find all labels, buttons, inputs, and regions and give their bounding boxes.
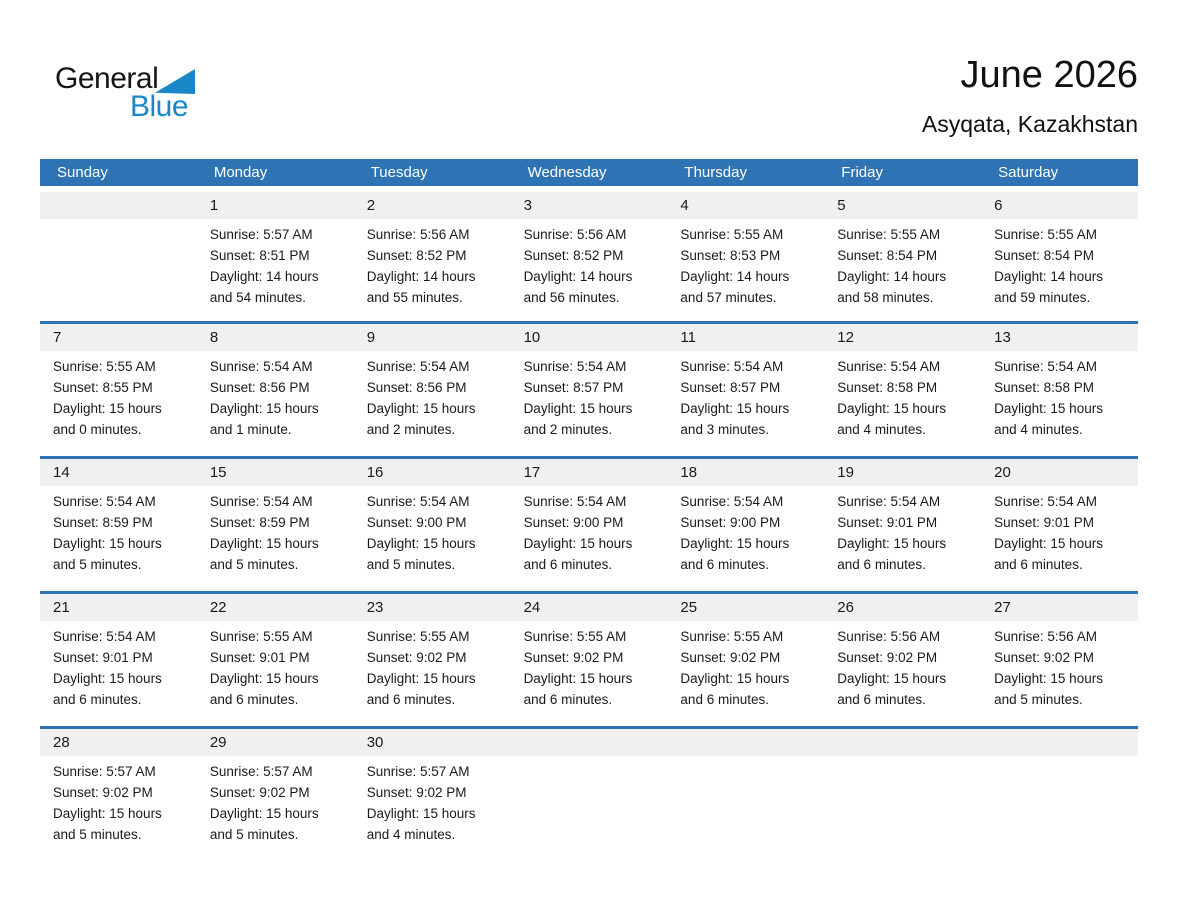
- day-number: 5: [824, 192, 981, 219]
- day-number: 18: [667, 459, 824, 486]
- day-cell-8: [197, 324, 354, 456]
- sunrise-text: Sunrise: 5:54 AM: [366, 359, 470, 374]
- day-cell-21: [40, 594, 197, 726]
- daylight-text-line2: and 6 minutes.: [366, 692, 456, 707]
- daylight-text-line2: and 55 minutes.: [366, 290, 463, 305]
- daylight-text-line2: and 4 minutes.: [994, 422, 1083, 437]
- daylight-text-line1: Daylight: 15 hours: [209, 536, 319, 551]
- daylight-text-line2: and 5 minutes.: [209, 827, 299, 842]
- day-cell-20: [981, 459, 1138, 591]
- sunset-text: Sunset: 8:59 PM: [209, 515, 310, 530]
- day-details: [667, 219, 824, 308]
- daylight-text-line1: Daylight: 14 hours: [837, 269, 947, 284]
- day-number: 23: [354, 594, 511, 621]
- sunrise-text: Sunrise: 5:54 AM: [523, 494, 627, 509]
- day-details: [981, 486, 1138, 575]
- daylight-text-line2: and 6 minutes.: [209, 692, 299, 707]
- daylight-text-line1: Daylight: 15 hours: [994, 536, 1103, 551]
- weekday-monday: Monday: [213, 164, 268, 181]
- sunrise-text: Sunrise: 5:54 AM: [680, 494, 784, 509]
- weekday-saturday: Saturday: [998, 164, 1059, 181]
- sunset-text: Sunset: 8:58 PM: [994, 380, 1094, 395]
- day-details: [40, 351, 197, 440]
- day-details: [197, 486, 354, 575]
- daylight-text-line1: Daylight: 15 hours: [523, 401, 633, 416]
- sunset-text: Sunset: 9:02 PM: [837, 650, 938, 665]
- daylight-text-line2: and 2 minutes.: [523, 422, 613, 437]
- day-number: 1: [197, 192, 354, 219]
- calendar-titles: [922, 55, 1138, 138]
- daylight-text-line2: and 0 minutes.: [53, 422, 142, 437]
- sunrise-text: Sunrise: 5:55 AM: [209, 629, 313, 644]
- day-number-empty: [824, 729, 981, 756]
- day-cell-27: [981, 594, 1138, 726]
- day-number-empty: [40, 192, 197, 219]
- day-details: [981, 621, 1138, 710]
- day-details: [197, 219, 354, 308]
- daylight-text-line1: Daylight: 14 hours: [366, 269, 476, 284]
- day-number: 8: [197, 324, 354, 351]
- day-number: 11: [667, 324, 824, 351]
- empty-day-cell: [824, 729, 981, 861]
- daylight-text-line2: and 6 minutes.: [680, 692, 769, 707]
- day-number: 27: [981, 594, 1138, 621]
- daylight-text-line1: Daylight: 15 hours: [680, 671, 790, 686]
- day-cell-9: [354, 324, 511, 456]
- daylight-text-line1: Daylight: 15 hours: [680, 401, 790, 416]
- day-details: [40, 621, 197, 710]
- day-number: 16: [354, 459, 511, 486]
- weekday-sunday: Sunday: [57, 164, 108, 181]
- page-subtitle: Asyqata, Kazakhstan: [921, 110, 1138, 137]
- daylight-text-line2: and 6 minutes.: [837, 557, 926, 572]
- day-details: [40, 486, 197, 575]
- sunrise-text: Sunrise: 5:54 AM: [837, 494, 941, 509]
- daylight-text-line2: and 5 minutes.: [994, 692, 1083, 707]
- daylight-text-line2: and 2 minutes.: [366, 422, 456, 437]
- day-details: [354, 756, 511, 845]
- day-number: 3: [511, 192, 668, 219]
- daylight-text-line1: Daylight: 15 hours: [366, 671, 476, 686]
- day-number: 30: [354, 729, 511, 756]
- day-details: [511, 621, 668, 710]
- day-details: [824, 351, 981, 440]
- sunset-text: Sunset: 8:54 PM: [994, 248, 1094, 263]
- day-details: [511, 486, 668, 575]
- sunset-text: Sunset: 9:02 PM: [366, 785, 467, 800]
- daylight-text-line2: and 6 minutes.: [523, 557, 613, 572]
- day-cell-29: [197, 729, 354, 861]
- day-cell-23: [354, 594, 511, 726]
- weekday-wednesday: Wednesday: [527, 164, 607, 181]
- sunset-text: Sunset: 9:02 PM: [680, 650, 781, 665]
- day-cell-11: [667, 324, 824, 456]
- sunrise-text: Sunrise: 5:54 AM: [994, 359, 1097, 374]
- daylight-text-line1: Daylight: 15 hours: [837, 671, 947, 686]
- day-number: 21: [40, 594, 197, 621]
- sunset-text: Sunset: 9:00 PM: [680, 515, 781, 530]
- daylight-text-line1: Daylight: 15 hours: [994, 671, 1103, 686]
- sunset-text: Sunset: 8:57 PM: [680, 380, 781, 395]
- day-number: 4: [667, 192, 824, 219]
- sunset-text: Sunset: 8:52 PM: [523, 248, 624, 263]
- daylight-text-line1: Daylight: 15 hours: [366, 401, 476, 416]
- day-number: 2: [354, 192, 511, 219]
- day-cell-10: [511, 324, 668, 456]
- page-title: June 2026: [960, 54, 1138, 96]
- sunrise-text: Sunrise: 5:56 AM: [523, 227, 627, 242]
- daylight-text-line1: Daylight: 15 hours: [53, 401, 162, 416]
- sunrise-text: Sunrise: 5:55 AM: [53, 359, 156, 374]
- sunset-text: Sunset: 9:02 PM: [209, 785, 310, 800]
- day-details: [40, 756, 197, 845]
- day-details: [824, 219, 981, 308]
- daylight-text-line2: and 6 minutes.: [680, 557, 769, 572]
- sunrise-text: Sunrise: 5:56 AM: [366, 227, 470, 242]
- sunrise-text: Sunrise: 5:55 AM: [523, 629, 627, 644]
- day-cell-13: [981, 324, 1138, 456]
- day-cell-7: [40, 324, 197, 456]
- sunrise-text: Sunrise: 5:57 AM: [209, 764, 313, 779]
- daylight-text-line2: and 57 minutes.: [680, 290, 777, 305]
- sunset-text: Sunset: 9:01 PM: [209, 650, 310, 665]
- day-number: 6: [981, 192, 1138, 219]
- general-blue-logo: [55, 60, 275, 123]
- day-details: [511, 219, 668, 308]
- week-row-3: [40, 456, 1138, 591]
- daylight-text-line1: Daylight: 14 hours: [994, 269, 1103, 284]
- daylight-text-line1: Daylight: 15 hours: [680, 536, 790, 551]
- daylight-text-line1: Daylight: 15 hours: [53, 536, 162, 551]
- daylight-text-line1: Daylight: 15 hours: [366, 536, 476, 551]
- day-number: 26: [824, 594, 981, 621]
- day-number: 22: [197, 594, 354, 621]
- daylight-text-line2: and 59 minutes.: [994, 290, 1091, 305]
- sunrise-text: Sunrise: 5:54 AM: [680, 359, 784, 374]
- weekday-thursday: Thursday: [684, 164, 747, 181]
- sunset-text: Sunset: 8:59 PM: [53, 515, 153, 530]
- sunrise-text: Sunrise: 5:56 AM: [994, 629, 1097, 644]
- day-number: 29: [197, 729, 354, 756]
- sunset-text: Sunset: 8:54 PM: [837, 248, 938, 263]
- day-details: [197, 621, 354, 710]
- day-number-empty: [511, 729, 668, 756]
- day-number-empty: [667, 729, 824, 756]
- calendar-table: [40, 159, 1138, 861]
- day-number: 15: [197, 459, 354, 486]
- weekday-friday: Friday: [841, 164, 883, 181]
- day-details: [981, 219, 1138, 308]
- sunrise-text: Sunrise: 5:57 AM: [366, 764, 470, 779]
- sunrise-text: Sunrise: 5:55 AM: [680, 227, 784, 242]
- sunrise-text: Sunrise: 5:57 AM: [53, 764, 156, 779]
- daylight-text-line1: Daylight: 14 hours: [209, 269, 319, 284]
- day-number: 24: [511, 594, 668, 621]
- day-number-empty: [981, 729, 1138, 756]
- sunset-text: Sunset: 8:58 PM: [837, 380, 938, 395]
- daylight-text-line2: and 56 minutes.: [523, 290, 620, 305]
- week-row-2: [40, 321, 1138, 456]
- sunrise-text: Sunrise: 5:54 AM: [366, 494, 470, 509]
- day-cell-28: [40, 729, 197, 861]
- day-cell-19: [824, 459, 981, 591]
- day-cell-1: [197, 192, 354, 321]
- sunset-text: Sunset: 9:01 PM: [53, 650, 153, 665]
- logo-text-blue: Blue: [130, 90, 189, 123]
- daylight-text-line2: and 54 minutes.: [209, 290, 306, 305]
- day-cell-15: [197, 459, 354, 591]
- daylight-text-line2: and 5 minutes.: [366, 557, 456, 572]
- day-cell-14: [40, 459, 197, 591]
- week-row-1: [40, 192, 1138, 321]
- day-cell-3: [511, 192, 668, 321]
- daylight-text-line2: and 6 minutes.: [53, 692, 142, 707]
- day-details: [981, 351, 1138, 440]
- day-number: 19: [824, 459, 981, 486]
- daylight-text-line1: Daylight: 15 hours: [994, 401, 1103, 416]
- week-row-5: [40, 726, 1138, 861]
- day-number: 20: [981, 459, 1138, 486]
- day-details: [197, 351, 354, 440]
- day-details: [667, 486, 824, 575]
- day-cell-22: [197, 594, 354, 726]
- sunset-text: Sunset: 8:57 PM: [523, 380, 624, 395]
- sunrise-text: Sunrise: 5:54 AM: [837, 359, 941, 374]
- day-number: 12: [824, 324, 981, 351]
- daylight-text-line1: Daylight: 15 hours: [523, 536, 633, 551]
- empty-day-cell: [511, 729, 668, 861]
- daylight-text-line1: Daylight: 15 hours: [53, 806, 162, 821]
- day-cell-25: [667, 594, 824, 726]
- daylight-text-line2: and 3 minutes.: [680, 422, 769, 437]
- day-details: [667, 621, 824, 710]
- day-cell-26: [824, 594, 981, 726]
- sunset-text: Sunset: 8:53 PM: [680, 248, 781, 263]
- day-details: [354, 219, 511, 308]
- daylight-text-line2: and 6 minutes.: [523, 692, 613, 707]
- weekday-header-row: [40, 159, 1138, 186]
- day-cell-17: [511, 459, 668, 591]
- day-cell-4: [667, 192, 824, 321]
- sunset-text: Sunset: 8:51 PM: [209, 248, 310, 263]
- daylight-text-line2: and 5 minutes.: [209, 557, 299, 572]
- sunset-text: Sunset: 9:01 PM: [994, 515, 1094, 530]
- daylight-text-line1: Daylight: 15 hours: [523, 671, 633, 686]
- sunrise-text: Sunrise: 5:54 AM: [53, 629, 156, 644]
- empty-day-cell: [667, 729, 824, 861]
- day-number: 17: [511, 459, 668, 486]
- sunrise-text: Sunrise: 5:56 AM: [837, 629, 941, 644]
- daylight-text-line1: Daylight: 15 hours: [209, 671, 319, 686]
- sunrise-text: Sunrise: 5:55 AM: [366, 629, 470, 644]
- sunset-text: Sunset: 9:00 PM: [523, 515, 624, 530]
- sunrise-text: Sunrise: 5:54 AM: [53, 494, 156, 509]
- sunset-text: Sunset: 9:00 PM: [366, 515, 467, 530]
- day-number: 10: [511, 324, 668, 351]
- day-number: 28: [40, 729, 197, 756]
- daylight-text-line1: Daylight: 15 hours: [209, 806, 319, 821]
- daylight-text-line2: and 5 minutes.: [53, 557, 142, 572]
- daylight-text-line1: Daylight: 15 hours: [366, 806, 476, 821]
- sunrise-text: Sunrise: 5:54 AM: [209, 359, 313, 374]
- weekday-tuesday: Tuesday: [370, 164, 428, 181]
- sunrise-text: Sunrise: 5:54 AM: [994, 494, 1097, 509]
- day-cell-18: [667, 459, 824, 591]
- logo-text-general: General: [55, 62, 159, 95]
- day-details: [354, 486, 511, 575]
- sunrise-text: Sunrise: 5:55 AM: [994, 227, 1097, 242]
- day-details: [197, 756, 354, 845]
- daylight-text-line2: and 4 minutes.: [366, 827, 456, 842]
- sunset-text: Sunset: 8:55 PM: [53, 380, 153, 395]
- daylight-text-line2: and 4 minutes.: [837, 422, 926, 437]
- daylight-text-line2: and 5 minutes.: [53, 827, 142, 842]
- daylight-text-line1: Daylight: 15 hours: [53, 671, 162, 686]
- day-details: [824, 486, 981, 575]
- day-details: [354, 351, 511, 440]
- sunset-text: Sunset: 9:02 PM: [53, 785, 153, 800]
- sunrise-text: Sunrise: 5:57 AM: [209, 227, 313, 242]
- empty-day-cell: [40, 192, 197, 321]
- daylight-text-line1: Daylight: 15 hours: [837, 536, 947, 551]
- sunset-text: Sunset: 9:01 PM: [837, 515, 938, 530]
- day-cell-30: [354, 729, 511, 861]
- daylight-text-line1: Daylight: 15 hours: [837, 401, 947, 416]
- day-cell-24: [511, 594, 668, 726]
- sunset-text: Sunset: 8:56 PM: [366, 380, 467, 395]
- daylight-text-line2: and 6 minutes.: [994, 557, 1083, 572]
- daylight-text-line2: and 6 minutes.: [837, 692, 926, 707]
- daylight-text-line2: and 1 minute.: [209, 422, 292, 437]
- sunset-text: Sunset: 9:02 PM: [523, 650, 624, 665]
- sunset-text: Sunset: 9:02 PM: [366, 650, 467, 665]
- sunset-text: Sunset: 8:52 PM: [366, 248, 467, 263]
- day-cell-16: [354, 459, 511, 591]
- day-cell-12: [824, 324, 981, 456]
- day-details: [824, 621, 981, 710]
- sunrise-text: Sunrise: 5:55 AM: [680, 629, 784, 644]
- day-number: 7: [40, 324, 197, 351]
- daylight-text-line1: Daylight: 14 hours: [523, 269, 633, 284]
- day-number: 13: [981, 324, 1138, 351]
- day-cell-2: [354, 192, 511, 321]
- daylight-text-line2: and 58 minutes.: [837, 290, 934, 305]
- daylight-text-line1: Daylight: 14 hours: [680, 269, 790, 284]
- day-details: [511, 351, 668, 440]
- week-row-4: [40, 591, 1138, 726]
- sunrise-text: Sunrise: 5:54 AM: [209, 494, 313, 509]
- day-details: [667, 351, 824, 440]
- sunset-text: Sunset: 9:02 PM: [994, 650, 1094, 665]
- sunset-text: Sunset: 8:56 PM: [209, 380, 310, 395]
- day-details: [354, 621, 511, 710]
- sunrise-text: Sunrise: 5:55 AM: [837, 227, 941, 242]
- daylight-text-line1: Daylight: 15 hours: [209, 401, 319, 416]
- day-number: 14: [40, 459, 197, 486]
- day-number: 9: [354, 324, 511, 351]
- empty-day-cell: [981, 729, 1138, 861]
- sunrise-text: Sunrise: 5:54 AM: [523, 359, 627, 374]
- day-number: 25: [667, 594, 824, 621]
- day-cell-5: [824, 192, 981, 321]
- day-cell-6: [981, 192, 1138, 321]
